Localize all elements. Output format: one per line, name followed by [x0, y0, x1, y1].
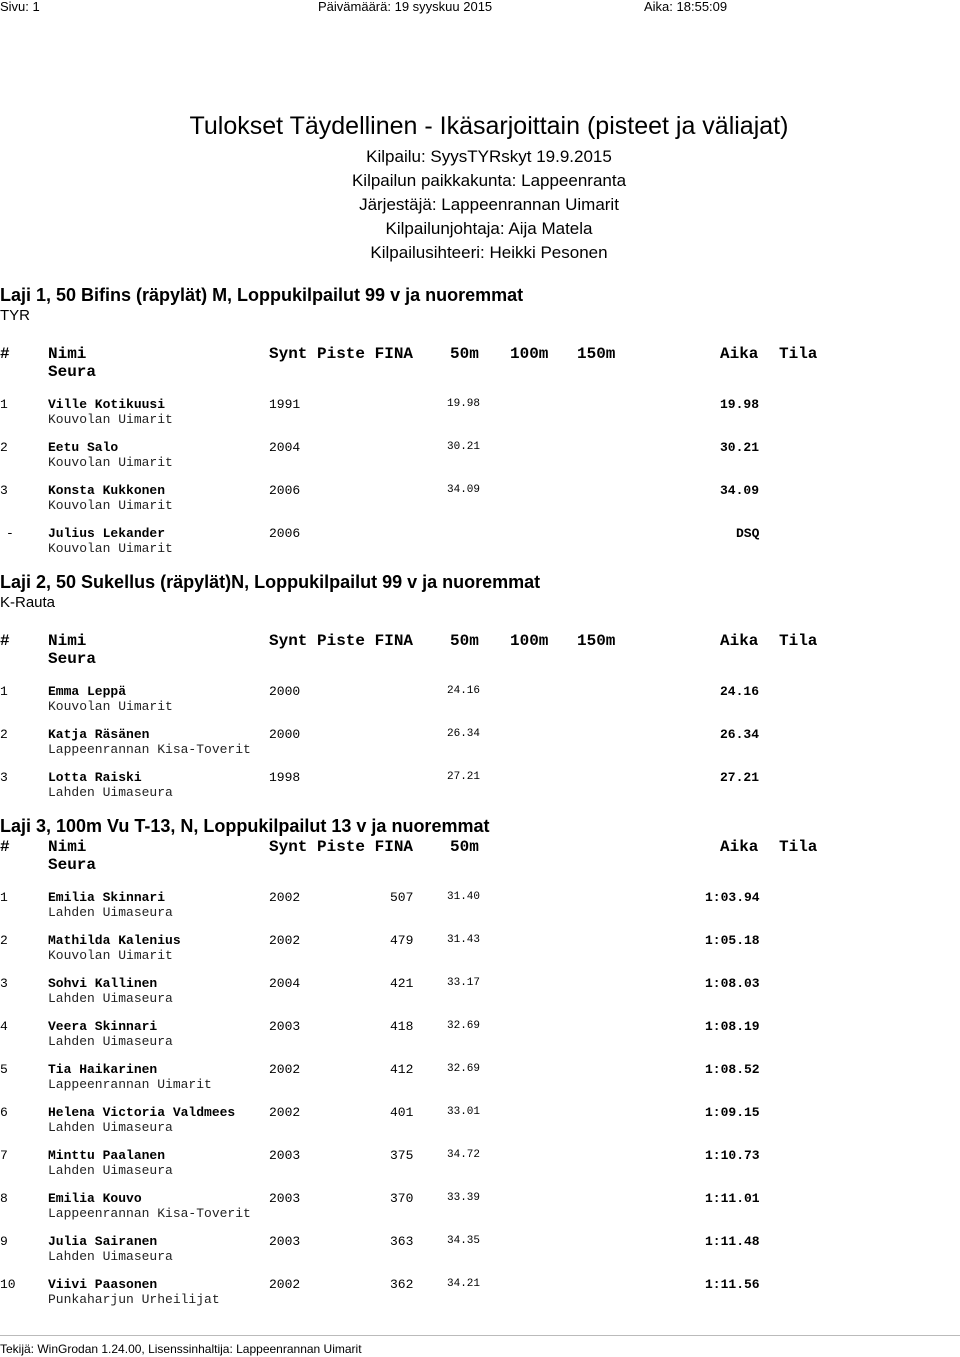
row-split-50m: 30.21: [447, 441, 481, 453]
footer-text: Tekijä: WinGrodan 1.24.00, Lisenssinhaltija: Lappeenrannan Uimarit: [0, 1342, 362, 1356]
col-name: Nimi: [48, 345, 87, 363]
col-points: Piste FINA: [317, 632, 414, 650]
row-rank: 2: [0, 727, 8, 742]
row-split-50m: 24.16: [447, 685, 481, 697]
info-secretary: Kilpailusihteeri: Heikki Pesonen: [370, 243, 608, 262]
row-born: 2003: [269, 1148, 301, 1163]
row-born: 2006: [269, 526, 301, 541]
row-time: 1:11.01: [705, 1191, 760, 1206]
row-split-50m: 34.09: [447, 484, 481, 496]
row-time: 1:08.52: [705, 1062, 760, 1077]
footer-divider: [0, 1335, 960, 1336]
row-split-50m: 31.40: [447, 891, 481, 903]
col-status: Tila: [779, 838, 818, 856]
row-split-50m: 33.01: [447, 1106, 481, 1118]
row-club: Kouvolan Uimarit: [48, 412, 173, 427]
row-born: 2003: [269, 1019, 301, 1034]
row-points: 507: [390, 890, 414, 905]
row-club: Lahden Uimaseura: [48, 1163, 173, 1178]
row-split-50m: 32.69: [447, 1063, 481, 1075]
row-points: 412: [390, 1062, 414, 1077]
row-club: Lahden Uimaseura: [48, 991, 173, 1006]
row-points: 479: [390, 933, 414, 948]
row-name: Mathilda Kalenius: [48, 933, 181, 948]
row-rank: -: [6, 526, 14, 541]
row-rank: 4: [0, 1019, 8, 1034]
row-club: Kouvolan Uimarit: [48, 948, 173, 963]
row-split-50m: 19.98: [447, 398, 481, 410]
row-born: 2000: [269, 727, 301, 742]
col-150m: 150m: [577, 632, 616, 650]
row-club: Lappeenrannan Kisa-Toverit: [48, 1206, 251, 1221]
row-points: 418: [390, 1019, 414, 1034]
row-born: 2000: [269, 684, 301, 699]
event-title: Laji 3, 100m Vu T-13, N, Loppukilpailut 13 v ja nuoremmat: [0, 816, 490, 836]
info-director: Kilpailunjohtaja: Aija Matela: [385, 219, 593, 238]
row-born: 2006: [269, 483, 301, 498]
row-split-50m: 34.72: [447, 1149, 481, 1161]
row-points: 363: [390, 1234, 414, 1249]
col-points: Piste FINA: [317, 838, 414, 856]
row-time: 1:08.19: [705, 1019, 760, 1034]
row-time: 1:11.48: [705, 1234, 760, 1249]
row-split-50m: 34.35: [447, 1235, 481, 1247]
row-name: Viivi Paasonen: [48, 1277, 158, 1292]
row-name: Emilia Skinnari: [48, 890, 166, 905]
row-born: 2002: [269, 1062, 301, 1077]
row-time: 1:11.56: [705, 1277, 760, 1292]
row-name: Minttu Paalanen: [48, 1148, 166, 1163]
row-club: Lahden Uimaseura: [48, 905, 173, 920]
page-number: Sivu: 1: [0, 0, 40, 14]
col-club: Seura: [48, 650, 97, 668]
row-club: Lappeenrannan Uimarit: [48, 1077, 212, 1092]
row-club: Lappeenrannan Kisa-Toverit: [48, 742, 251, 757]
row-born: 2004: [269, 976, 301, 991]
row-rank: 2: [0, 440, 8, 455]
info-organizer: Järjestäjä: Lappeenrannan Uimarit: [359, 195, 619, 214]
row-rank: 3: [0, 770, 8, 785]
col-50m: 50m: [450, 632, 479, 650]
col-num: #: [0, 345, 10, 363]
row-time: 24.16: [720, 684, 760, 699]
row-time: 1:10.73: [705, 1148, 760, 1163]
col-50m: 50m: [450, 838, 479, 856]
row-club: Lahden Uimaseura: [48, 1249, 173, 1264]
row-points: 401: [390, 1105, 414, 1120]
page-title: Tulokset Täydellinen - Ikäsarjoittain (pisteet ja väliajat): [189, 112, 789, 140]
col-num: #: [0, 632, 10, 650]
row-rank: 5: [0, 1062, 8, 1077]
row-born: 2003: [269, 1234, 301, 1249]
row-club: Lahden Uimaseura: [48, 1034, 173, 1049]
row-born: 2003: [269, 1191, 301, 1206]
row-rank: 8: [0, 1191, 8, 1206]
row-rank: 7: [0, 1148, 8, 1163]
row-split-50m: 32.69: [447, 1020, 481, 1032]
row-born: 2002: [269, 1277, 301, 1292]
row-name: Julia Sairanen: [48, 1234, 158, 1249]
col-born: Synt: [269, 345, 308, 363]
report-time: Aika: 18:55:09: [644, 0, 728, 14]
row-name: Emma Leppä: [48, 684, 127, 699]
row-club: Lahden Uimaseura: [48, 785, 173, 800]
row-rank: 3: [0, 483, 8, 498]
info-competition: Kilpailu: SyysTYRskyt 19.9.2015: [366, 147, 612, 166]
row-born: 1998: [269, 770, 301, 785]
row-time: 1:09.15: [705, 1105, 760, 1120]
row-split-50m: 27.21: [447, 771, 481, 783]
col-status: Tila: [779, 345, 818, 363]
col-time: Aika: [720, 632, 759, 650]
event-sponsor: K-Rauta: [0, 594, 56, 611]
row-time: 34.09: [720, 483, 760, 498]
row-name: Tia Haikarinen: [48, 1062, 158, 1077]
row-name: Julius Lekander: [48, 526, 166, 541]
row-name: Eetu Salo: [48, 440, 119, 455]
row-points: 375: [390, 1148, 414, 1163]
row-time: 1:08.03: [705, 976, 760, 991]
col-150m: 150m: [577, 345, 616, 363]
col-born: Synt: [269, 838, 308, 856]
row-born: 1991: [269, 397, 301, 412]
row-born: 2002: [269, 1105, 301, 1120]
event-sponsor: TYR: [0, 307, 30, 324]
row-time: 19.98: [720, 397, 760, 412]
row-club: Kouvolan Uimarit: [48, 498, 173, 513]
event-title: Laji 1, 50 Bifins (räpylät) M, Loppukilpailut 99 v ja nuoremmat: [0, 285, 524, 305]
row-rank: 6: [0, 1105, 8, 1120]
col-time: Aika: [720, 838, 759, 856]
col-born: Synt: [269, 632, 308, 650]
row-split-50m: 26.34: [447, 728, 481, 740]
row-club: Lahden Uimaseura: [48, 1120, 173, 1135]
row-split-50m: 34.21: [447, 1278, 481, 1290]
row-time: 30.21: [720, 440, 760, 455]
row-born: 2002: [269, 890, 301, 905]
col-club: Seura: [48, 856, 97, 874]
row-rank: 2: [0, 933, 8, 948]
row-points: 370: [390, 1191, 414, 1206]
row-name: Ville Kotikuusi: [48, 397, 166, 412]
row-rank: 1: [0, 684, 8, 699]
row-name: Veera Skinnari: [48, 1019, 158, 1034]
col-points: Piste FINA: [317, 345, 414, 363]
col-status: Tila: [779, 632, 818, 650]
row-time: 26.34: [720, 727, 760, 742]
row-split-50m: 33.39: [447, 1192, 481, 1204]
row-name: Katja Räsänen: [48, 727, 150, 742]
report-date: Päivämäärä: 19 syyskuu 2015: [318, 0, 493, 14]
col-50m: 50m: [450, 345, 479, 363]
col-club: Seura: [48, 363, 97, 381]
row-time: 1:05.18: [705, 933, 760, 948]
col-name: Nimi: [48, 838, 87, 856]
row-club: Kouvolan Uimarit: [48, 455, 173, 470]
row-time: 1:03.94: [705, 890, 760, 905]
row-club: Kouvolan Uimarit: [48, 699, 173, 714]
row-status: DSQ: [736, 526, 760, 541]
row-points: 362: [390, 1277, 414, 1292]
row-rank: 1: [0, 890, 8, 905]
row-name: Sohvi Kallinen: [48, 976, 158, 991]
row-rank: 9: [0, 1234, 8, 1249]
col-name: Nimi: [48, 632, 87, 650]
row-name: Konsta Kukkonen: [48, 483, 166, 498]
row-split-50m: 31.43: [447, 934, 481, 946]
row-club: Kouvolan Uimarit: [48, 541, 173, 556]
row-rank: 10: [0, 1277, 16, 1292]
row-rank: 1: [0, 397, 8, 412]
col-100m: 100m: [510, 632, 549, 650]
row-rank: 3: [0, 976, 8, 991]
row-name: Lotta Raiski: [48, 770, 142, 785]
col-num: #: [0, 838, 10, 856]
info-location: Kilpailun paikkakunta: Lappeenranta: [351, 171, 627, 190]
row-split-50m: 33.17: [447, 977, 481, 989]
row-name: Helena Victoria Valdmees: [48, 1105, 236, 1120]
row-born: 2002: [269, 933, 301, 948]
col-time: Aika: [720, 345, 759, 363]
row-time: 27.21: [720, 770, 760, 785]
row-club: Punkaharjun Urheilijat: [48, 1292, 220, 1307]
row-born: 2004: [269, 440, 301, 455]
event-title: Laji 2, 50 Sukellus (räpylät)N, Loppukilpailut 99 v ja nuoremmat: [0, 572, 541, 592]
row-points: 421: [390, 976, 414, 991]
row-name: Emilia Kouvo: [48, 1191, 142, 1206]
col-100m: 100m: [510, 345, 549, 363]
